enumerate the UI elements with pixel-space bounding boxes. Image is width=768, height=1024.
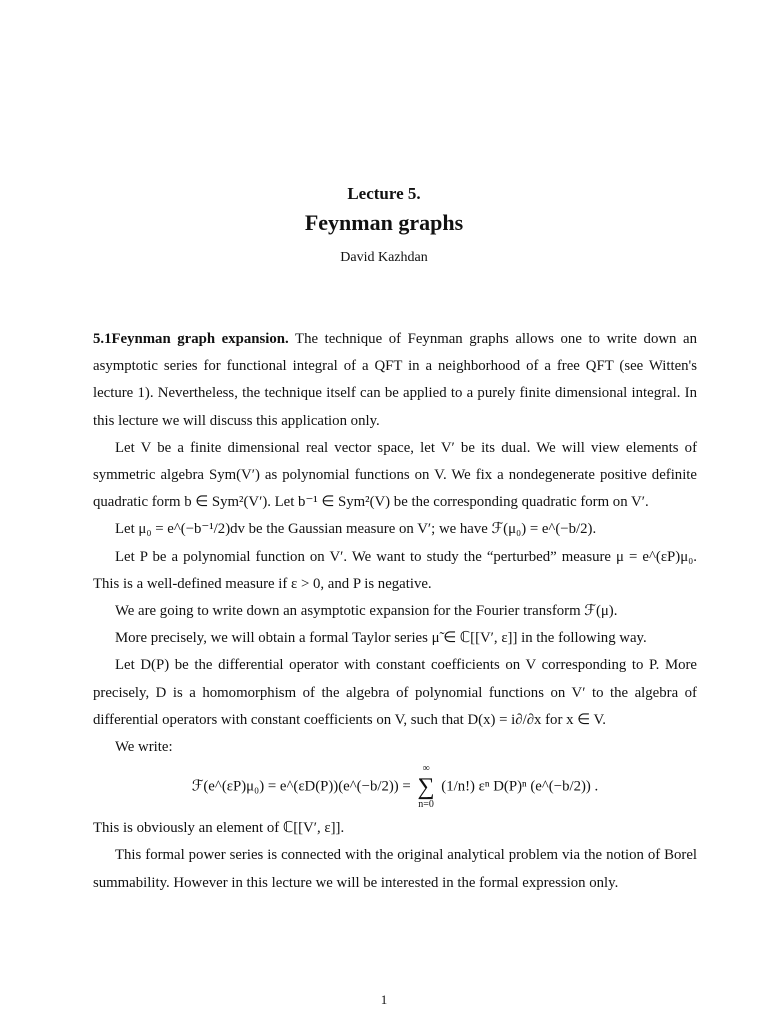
- body-text: [93, 326, 697, 897]
- paragraph-4: Let P be a polynomial function on V′. We want to study the “perturbed” measure μ = e^(εP)μ₀. This is a well-defined measure if ε > 0, and P is negative.: [93, 548, 697, 592]
- author: David Kazhdan: [340, 250, 428, 265]
- header: [0, 184, 768, 266]
- lecture-title: Feynman graphs: [304, 210, 464, 235]
- paragraph-5: We are going to write down an asymptotic expansion for the Fourier transform ℱ(μ).: [115, 603, 618, 620]
- paragraph-9: This is obviously an element of ℂ[[V′, ε]].: [93, 820, 345, 837]
- equation-rhs: (1/n!) εⁿ D(P)ⁿ (e^(−b/2)) .: [441, 778, 599, 795]
- sigma-symbol: ∑: [417, 774, 435, 801]
- paragraph-2: Let V be a finite dimensional real vector space, let V′ be its dual. We will view elements of symmetric algebra Sym(V′) as polynomial functions on V. We fix a nondegenerate positive definite quadratic form b ∈ Sym²(V′). Let b⁻¹ ∈ Sym²(V) be the corresponding quadratic form on V′.: [93, 439, 697, 511]
- page-number: 1: [380, 992, 388, 1007]
- display-equation: [93, 763, 697, 811]
- paragraph-6: More precisely, we will obtain a formal Taylor series μ̃ ∈ ℂ[[V′, ε]] in the following way.: [115, 630, 647, 647]
- sum-lower-limit: n=0: [418, 799, 434, 811]
- paragraph-8: We write:: [115, 739, 173, 756]
- lecture-number: Lecture 5.: [347, 184, 421, 203]
- equation-lhs: ℱ(e^(εP)μ₀) = e^(εD(P))(e^(−b/2)) =: [191, 778, 411, 795]
- sum-upper-limit: ∞: [422, 763, 430, 775]
- paragraph-1-text: The technique of Feynman graphs allows one to write down an asymptotic series for functional integral of a QFT in a neighborhood of a free QFT (see Witten's lecture 1). Nevertheless, the technique itself can be applied to a purely finite dimensional integral. In this lecture we will discuss this application only.: [93, 331, 697, 429]
- paragraph-3: Let μ₀ = e^(−b⁻¹/2)dv be the Gaussian measure on V′; we have ℱ(μ₀) = e^(−b/2).: [115, 521, 597, 538]
- paragraph-10: This formal power series is connected with the original analytical problem via the notion of Borel summability. However in this lecture we will be interested in the formal expression only.: [93, 847, 697, 891]
- paragraph-1: [93, 326, 697, 435]
- summation: [417, 763, 434, 811]
- section-heading: 5.1Feynman graph expansion.: [93, 331, 289, 347]
- paragraph-7: Let D(P) be the differential operator with constant coefficients on V corresponding to P. More precisely, D is a homomorphism of the algebra of polynomial functions on V′ to the algebra of differential operators with constant coefficients on V, such that D(x) = i∂/∂x for x ∈ V.: [93, 657, 697, 728]
